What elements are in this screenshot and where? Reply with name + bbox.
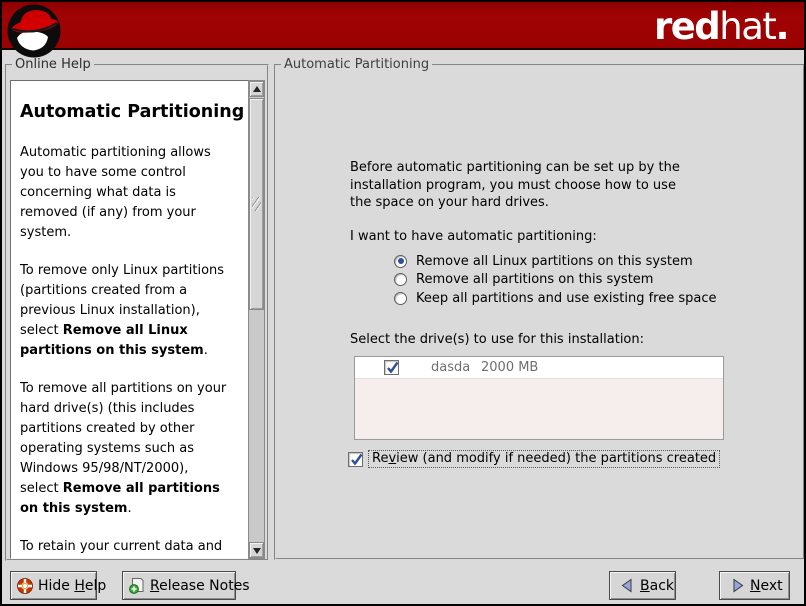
drive-checkbox[interactable] bbox=[384, 360, 399, 375]
release-notes-label: Release Notes bbox=[150, 577, 250, 594]
automatic-partitioning-frame bbox=[274, 57, 805, 560]
help-paragraph: Automatic partitioning allows you to have some control concerning what data is removed (if any) from your system. bbox=[20, 145, 211, 240]
intro-line: the space on your hard drives. bbox=[350, 195, 549, 210]
scrollbar-thumb[interactable] bbox=[249, 98, 264, 310]
radio-label: Remove all partitions on this system bbox=[416, 272, 654, 288]
scrollbar-grip bbox=[252, 197, 261, 211]
redhat-shadowman-icon bbox=[6, 3, 62, 59]
drive-name: dasda bbox=[431, 360, 471, 375]
help-scrollbar[interactable] bbox=[248, 80, 265, 559]
drives-label: Select the drive(s) to use for this installation: bbox=[350, 332, 644, 347]
radio-icon[interactable] bbox=[394, 255, 407, 268]
help-paragraph: To remove all partitions on your hard drive(s) (this includes partitions created by other operating systems such as Windows 95/98/NT/2000), select Remove all partitions on this system. bbox=[20, 381, 227, 516]
scrollbar-down-icon[interactable] bbox=[249, 542, 264, 558]
radio-icon[interactable] bbox=[394, 273, 407, 286]
intro-line: Before automatic partitioning can be set up by the bbox=[350, 160, 680, 175]
help-heading: Automatic Partitioning bbox=[20, 102, 245, 122]
intro-text bbox=[350, 159, 680, 212]
help-text-area bbox=[10, 80, 252, 559]
scrollbar-up-icon[interactable] bbox=[249, 81, 264, 97]
help-paragraph: To remove only Linux partitions (partitions created from a previous Linux installation), select Remove all Linux partitions on this system. bbox=[20, 263, 225, 358]
radio-label: Remove all Linux partitions on this system bbox=[416, 253, 693, 269]
drive-size: 2000 MB bbox=[481, 360, 539, 375]
radio-label: Keep all partitions and use existing free space bbox=[416, 290, 717, 306]
help-paragraphs bbox=[20, 143, 251, 557]
radio-option[interactable] bbox=[394, 252, 716, 271]
release-notes-icon bbox=[128, 577, 146, 595]
hide-help-button[interactable] bbox=[10, 571, 107, 600]
radio-option[interactable] bbox=[394, 289, 716, 308]
radio-option[interactable] bbox=[394, 271, 716, 290]
review-checkbox[interactable] bbox=[348, 452, 363, 467]
automatic-partitioning-frame-label: Automatic Partitioning bbox=[281, 57, 432, 72]
auto-partitioning-prompt: I want to have automatic partitioning: bbox=[350, 229, 597, 244]
next-arrow-icon bbox=[729, 577, 746, 594]
next-button[interactable] bbox=[719, 571, 790, 600]
drive-list[interactable] bbox=[354, 356, 724, 440]
drive-row[interactable] bbox=[355, 357, 723, 379]
life-buoy-icon bbox=[16, 577, 34, 595]
back-label: Back bbox=[640, 577, 674, 594]
radio-icon[interactable] bbox=[394, 292, 407, 305]
intro-line: installation program, you must choose how to use bbox=[350, 177, 676, 193]
review-partitions-row bbox=[348, 450, 720, 468]
next-label: Next bbox=[750, 577, 783, 594]
release-notes-button[interactable] bbox=[122, 571, 250, 600]
online-help-frame-label: Online Help bbox=[12, 57, 94, 72]
back-arrow-icon bbox=[619, 577, 636, 594]
hide-help-label: Hide Help bbox=[38, 577, 107, 594]
online-help-frame bbox=[5, 57, 269, 561]
review-checkbox-label[interactable]: Review (and modify if needed) the partitions created bbox=[368, 450, 720, 468]
partitioning-radio-group bbox=[394, 252, 716, 308]
redhat-wordmark: redhat. bbox=[653, 5, 788, 48]
back-button[interactable] bbox=[609, 571, 676, 600]
help-paragraph: To retain your current data and bbox=[20, 539, 223, 554]
